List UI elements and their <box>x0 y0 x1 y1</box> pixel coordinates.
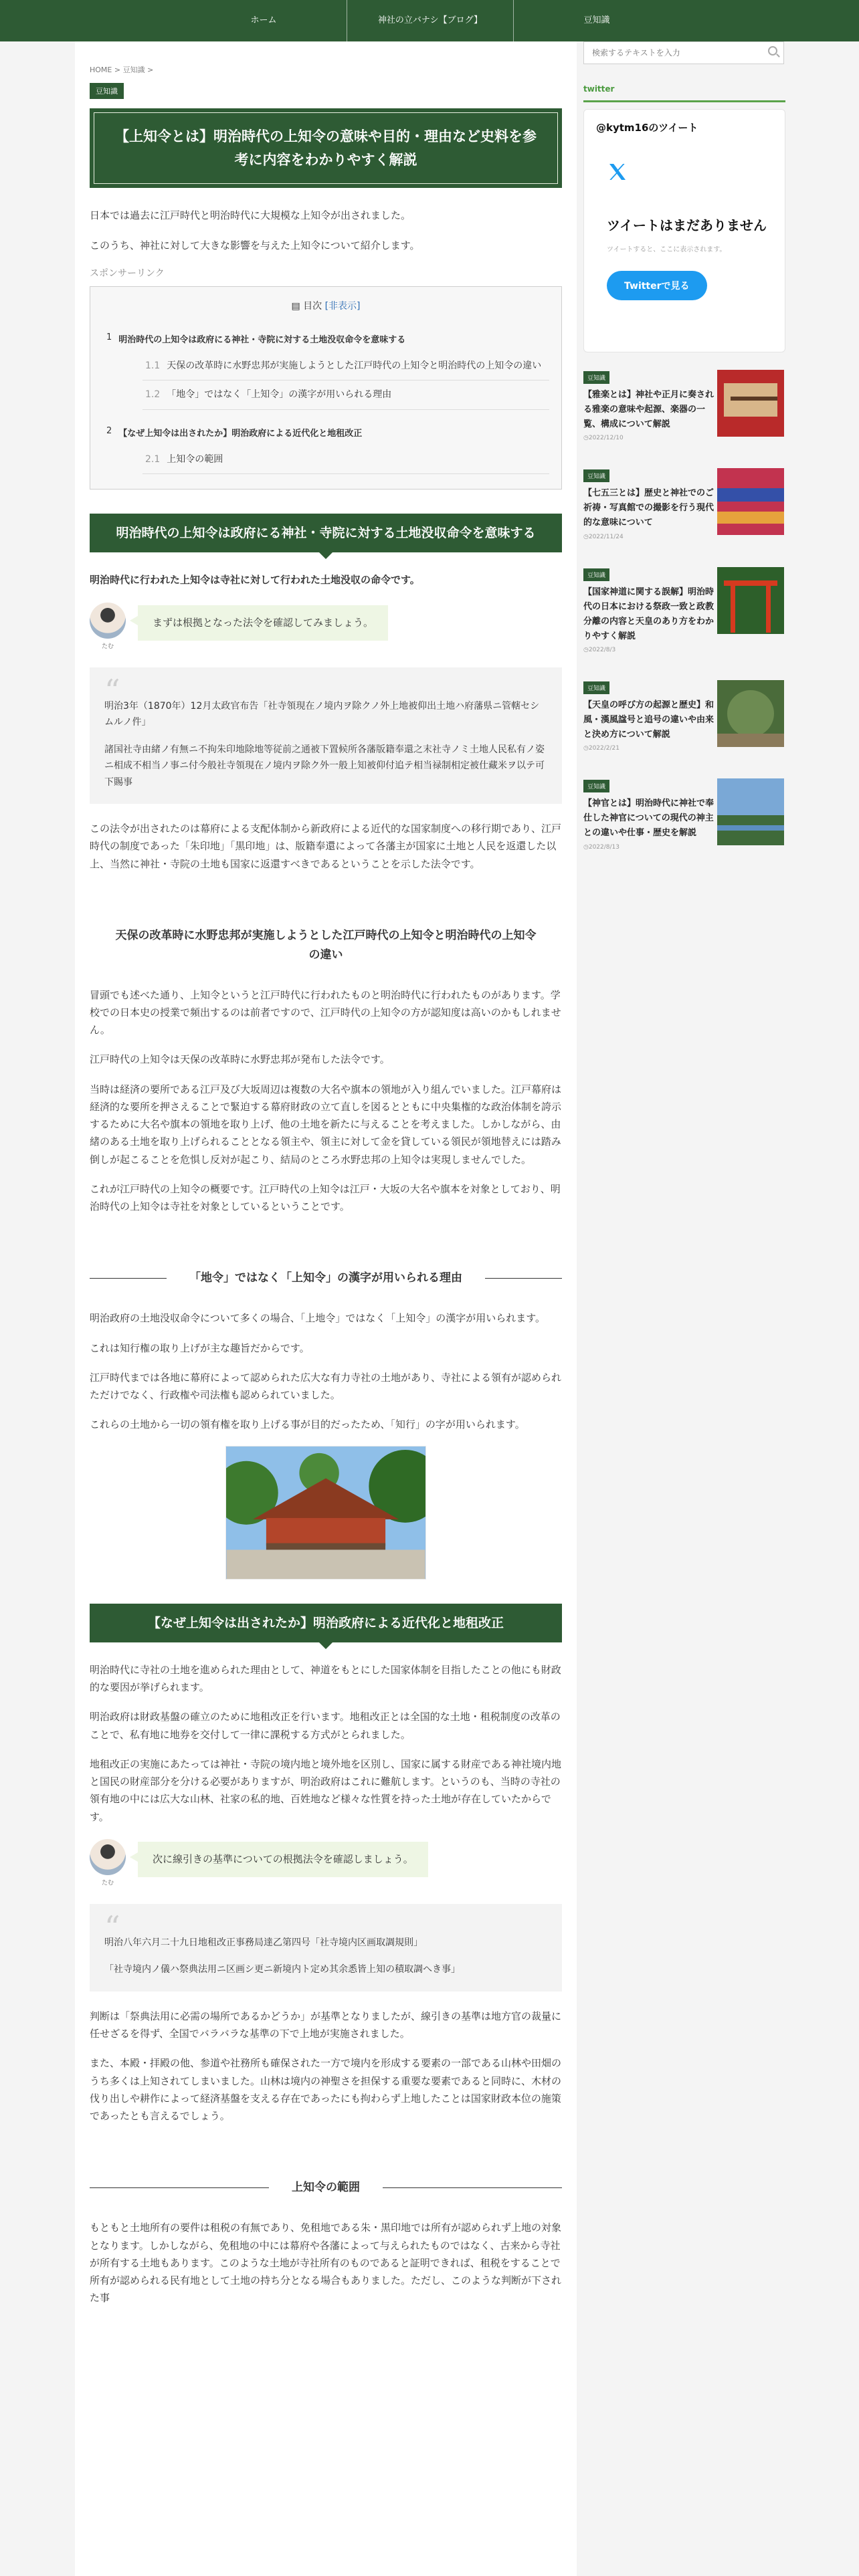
shrine-photo <box>225 1446 426 1580</box>
body-paragraph: 明治政府の土地没収命令について多くの場合、「上地令」ではなく「上知令」の漢字が用いられます。 <box>90 1312 546 1325</box>
quote-text: 明治3年（1870年）12月太政官布告「社寺領現在ノ境内ヲ除クノ外上地被仰出土地ハ府藩県ニ管轄セシムルノ件」 <box>104 700 540 728</box>
section-heading: 明治時代の上知令は政府にる神社・寺院に対する土地没収命令を意味する <box>90 514 562 552</box>
toc-number: 1 <box>106 332 112 342</box>
search-icon[interactable] <box>768 46 777 56</box>
clock-icon: ◷ <box>583 745 589 752</box>
body-paragraph: 地租改正の実施にあたっては神社・寺院の境内地と境外地を区別し、国家に属する財産である神社境内地と国民の財産部分を分ける必要がありますが、明治政府はこれに難航します。というのも、当時の寺社の領有地の中には広大な山林、社家の私的地、百姓地など様々な性質を持った土地が存在していたからです。 <box>90 1757 562 1823</box>
search-input[interactable] <box>583 41 784 64</box>
related-post-card[interactable] <box>583 567 785 653</box>
body-paragraph: 江戸時代の上知令は天保の改革時に水野忠邦が発布した法令です。 <box>90 1053 390 1066</box>
toc-text: 上知令の範囲 <box>167 453 223 465</box>
quote-text: 諸国社寺由緒ノ有無ニ不拘朱印地除地等従前之通被下置候所各藩版籍奉還之末社寺ノミ土地人民私有ノ姿ニ相成不相当ノ事ニ付今般社寺領現在ノ境内ヲ除ク外一般上知被仰付追テ相当禄制相定被仕藏米ヲ以テ可下賜事 <box>104 744 545 788</box>
intro-paragraph: このうち、神社に対して大きな影響を与えた上知令について紹介します。 <box>90 239 420 251</box>
author-avatar-image <box>90 1839 126 1875</box>
card-date-text: 2022/8/13 <box>588 843 620 851</box>
body-paragraph: これは知行権の取り上げが主な趣旨だからです。 <box>90 1341 310 1354</box>
card-title[interactable]: 【雅楽とは】神社や正月に奏される雅楽の意味や起源、楽器の一覧、構成について解説 <box>583 390 714 430</box>
avatar-name: たむ <box>101 1879 114 1887</box>
x-logo-icon <box>607 161 628 183</box>
twitter-view-button[interactable]: Twitterで見る <box>607 271 707 300</box>
body-paragraph: また、本殿・拝殿の他、参道や社務所も確保された一方で境内を形成する要素の一部である山林や田畑のうち多くは上知されてしまいました。山林は境内の神聖さを担保する重要な要素であると同時に、木材の伐り出しや耕作によって経済基盤を支える存在であったにも拘わらず上地したことは国家財政本位の施策であったとも言えるでしょう。 <box>90 2057 562 2123</box>
toc-subitem[interactable] <box>142 445 549 474</box>
toc-title: 目次 <box>303 300 322 312</box>
body-paragraph: これらの土地から一切の領有権を取り上げる事が目的だったため、「知行」の字が用いられます。 <box>90 1418 525 1431</box>
toc-number: 2.1 <box>145 453 161 465</box>
body-paragraph: もともと土地所有の要件は租税の有無であり、免租地である朱・黒印地では所有が認められず上地の対象となります。しかしながら、免租地の中には幕府や各藩によって与えられたものではなく、古来から寺社が所有する土地もあります。このような土地が寺社所有のものであると証明できれば、租税をすることで所有が認められる民有地として土地の持ち分となる場合もありました。ただし、このような判断が下された事 <box>90 2222 562 2304</box>
body-paragraph: 明治時代に寺社の土地を進められた理由として、神道をもとにした国家体制を目指したことの他にも財政的な要因が挙げられます。 <box>90 1663 561 1694</box>
card-category: 豆知識 <box>583 681 609 694</box>
toc-item[interactable] <box>102 326 549 352</box>
toc-text: 明治時代の上知令は政府にる神社・寺院に対する土地没収命令を意味する <box>118 334 406 345</box>
table-of-contents <box>90 286 562 490</box>
body-paragraph: 明治政府は財政基盤の確立のために地租改正を行います。地租改正とは全国的な土地・租税制度の改革のことで、私有地に地券を交付して一律に課税する方式がとられました。 <box>90 1711 561 1741</box>
page-title-box <box>90 108 562 188</box>
clock-icon: ◷ <box>583 533 589 540</box>
card-category: 豆知識 <box>583 568 609 581</box>
card-date <box>583 844 714 851</box>
search-form <box>583 41 784 64</box>
main-content <box>75 41 577 2576</box>
nav-blog[interactable]: 神社の立バナシ【ブログ】 <box>347 0 514 41</box>
body-paragraph: 江戸時代までは各地に幕府によって認められた広大な有力寺社の土地があり、寺社による領有が認められただけでなく、行政権や司法権も認められていました。 <box>90 1371 562 1402</box>
speech-text: まずは根拠となった法令を確認してみましょう。 <box>138 605 388 641</box>
subsection-heading <box>90 926 562 965</box>
quote-icon: “ <box>104 1909 120 1945</box>
card-thumbnail[interactable] <box>717 468 784 535</box>
document-icon: ▤ <box>291 300 300 312</box>
toc-subitem[interactable] <box>142 381 549 409</box>
category-badge[interactable]: 豆知識 <box>90 83 124 99</box>
twitter-widget <box>583 109 785 352</box>
card-category: 豆知識 <box>583 780 609 792</box>
breadcrumb[interactable]: HOME > 豆知識 > <box>90 66 154 74</box>
clock-icon: ◷ <box>583 646 589 653</box>
intro-paragraph: 日本では過去に江戸時代と明治時代に大規模な上知令が出されました。 <box>90 209 411 222</box>
quote-icon: “ <box>104 672 120 709</box>
related-post-card[interactable] <box>583 370 785 441</box>
avatar <box>90 1839 126 1887</box>
card-category: 豆知識 <box>583 469 609 482</box>
toc-header <box>102 299 549 312</box>
speech-balloon <box>90 603 562 650</box>
twitter-handle[interactable]: @kytm16のツイート <box>596 122 698 134</box>
subsection-heading-text: 「地令」ではなく「上知令」の漢字が用いられる理由 <box>189 1271 462 1285</box>
card-date <box>583 647 714 653</box>
twitter-empty-subtitle: ツイートすると、ここに表示されます。 <box>607 246 727 253</box>
nav-home[interactable]: ホーム <box>181 0 347 41</box>
body-paragraph: 当時は経済の要所である江戸及び大坂周辺は複数の大名や旗本の領地が入り組んでいました。江戸幕府は経済的な要所を押さえることで緊迫する幕府財政の立て直しを図るとともに中央集権的な政治体制を誇示するために大名や旗本の領地を取り上げ、他の土地を新たに与えることを考えました。しかしながら、由緒のある土地を取り上げられることとなる領主や、領主に対して金を貸している領民が領地替えには踏み倒しが起こることを危惧し反対が起こり、結局のところ水野忠邦の上知令は実現しませんでした。 <box>90 1083 562 1166</box>
card-date <box>583 534 714 540</box>
toc-number: 2 <box>106 425 112 436</box>
card-thumbnail[interactable] <box>717 680 784 747</box>
toc-text: 天保の改革時に水野忠邦が実施しようとした江戸時代の上知令と明治時代の上知令の違い <box>167 360 542 371</box>
card-thumbnail[interactable] <box>717 567 784 634</box>
speech-balloon <box>90 1839 562 1887</box>
body-paragraph: この法令が出されたのは幕府による支配体制から新政府による近代的な国家制度への移行期であり、江戸時代の制度であった「朱印地」「黒印地」は、版籍奉還によって各藩主が国家に土地と人民を返還した以上、当然に神社・寺院の土地も国家に返還すべきであるということを示した法令です。 <box>90 823 562 870</box>
toc-number: 1.1 <box>145 360 161 371</box>
blockquote <box>90 1904 562 1992</box>
blockquote <box>90 667 562 804</box>
card-thumbnail[interactable] <box>717 778 784 845</box>
avatar-name: たむ <box>101 643 114 650</box>
nav-trivia[interactable]: 豆知識 <box>583 15 610 25</box>
author-avatar-image <box>90 603 126 639</box>
related-post-card[interactable] <box>583 680 785 752</box>
subsection-heading-text: 天保の改革時に水野忠邦が実施しようとした江戸時代の上知令と明治時代の上知令の違い <box>115 928 537 962</box>
toc-text: 「地令」ではなく「上知令」の漢字が用いられる理由 <box>167 389 392 401</box>
quote-text: 明治八年六月二十九日地租改正事務局達乙第四号「社寺境内区画取調規則」 <box>104 1937 423 1948</box>
avatar <box>90 603 126 650</box>
card-thumbnail[interactable] <box>717 370 784 437</box>
card-date <box>583 745 714 752</box>
global-nav <box>0 0 859 41</box>
clock-icon: ◷ <box>583 435 589 442</box>
card-title[interactable]: 【国家神道に関する誤解】明治時代の日本における祭政一致と政教分離の内容と天皇のあり方をわかりやすく解説 <box>583 586 714 641</box>
card-category: 豆知識 <box>583 371 609 384</box>
subsection-heading-text: 上知令の範囲 <box>292 2181 360 2195</box>
sponsor-label: スポンサーリンク <box>90 267 165 279</box>
toc-subitem[interactable] <box>142 352 549 381</box>
quote-text: 「社寺境内ノ儀ハ祭典法用ニ区画シ更ニ新境内ト定め其余悉皆上知の積取調へき事」 <box>104 1964 460 1975</box>
body-paragraph: これが江戸時代の上知令の概要です。江戸時代の上知令は江戸・大坂の大名や旗本を対象としており、明治時代の上知令は寺社を対象としているということです。 <box>90 1182 561 1213</box>
card-title[interactable]: 【神官とは】明治時代に神社で奉仕した神官についての現代の神主との違いや仕事・歴史を解説 <box>583 798 714 839</box>
toc-number: 1.2 <box>145 389 161 401</box>
twitter-empty-title: ツイートはまだありません <box>607 217 767 233</box>
card-date-text: 2022/2/21 <box>588 745 620 752</box>
card-title[interactable]: 【天皇の呼び方の起源と歴史】和風・漢風諡号と追号の違いや由来と決め方について解説 <box>583 700 714 740</box>
section-heading: 【なぜ上知令は出されたか】明治政府による近代化と地租改正 <box>90 1604 562 1642</box>
body-paragraph: 冒頭でも述べた通り、上知令というと江戸時代に行われたものと明治時代に行われたものがあります。学校での日本史の授業で頻出するのは前者ですので、江戸時代の上知令の方が認知度は高いのかもしれません。 <box>90 988 561 1037</box>
related-post-card[interactable] <box>583 778 785 850</box>
related-post-card[interactable] <box>583 468 785 540</box>
clock-icon: ◷ <box>583 843 589 851</box>
speech-text: 次に線引きの基準についての根拠法令を確認しましょう。 <box>138 1842 428 1878</box>
card-date-text: 2022/12/10 <box>588 435 624 442</box>
twitter-heading: twitter <box>583 84 785 102</box>
card-date-text: 2022/8/3 <box>588 646 616 653</box>
subsection-heading <box>90 1269 562 1288</box>
toc-text: 【なぜ上知令は出されたか】明治政府による近代化と地租改正 <box>118 428 363 439</box>
body-paragraph: 判断は「祭典法用に必需の場所であるかどうか」が基準となりましたが、線引きの基準は地方官の裁量に任せざるを得ず、全国でバラバラな基準の下で上地が実施されました。 <box>90 2010 562 2040</box>
card-date-text: 2022/11/24 <box>588 533 624 540</box>
toc-item[interactable] <box>102 419 549 445</box>
page-title: 【上知令とは】明治時代の上知令の意味や目的・理由など史料を参考に内容をわかりやすく解説 <box>94 112 558 184</box>
sidebar <box>583 41 785 851</box>
section-lead: 明治時代に行われた上知令は寺社に対して行われた土地没収の命令です。 <box>90 574 420 586</box>
toc-toggle[interactable]: [非表示] <box>324 300 361 312</box>
card-title[interactable]: 【七五三とは】歴史と神社でのご祈祷・写真館での撮影を行う現代的な意味について <box>583 488 714 528</box>
subsection-heading <box>90 2178 562 2197</box>
card-date <box>583 435 714 441</box>
